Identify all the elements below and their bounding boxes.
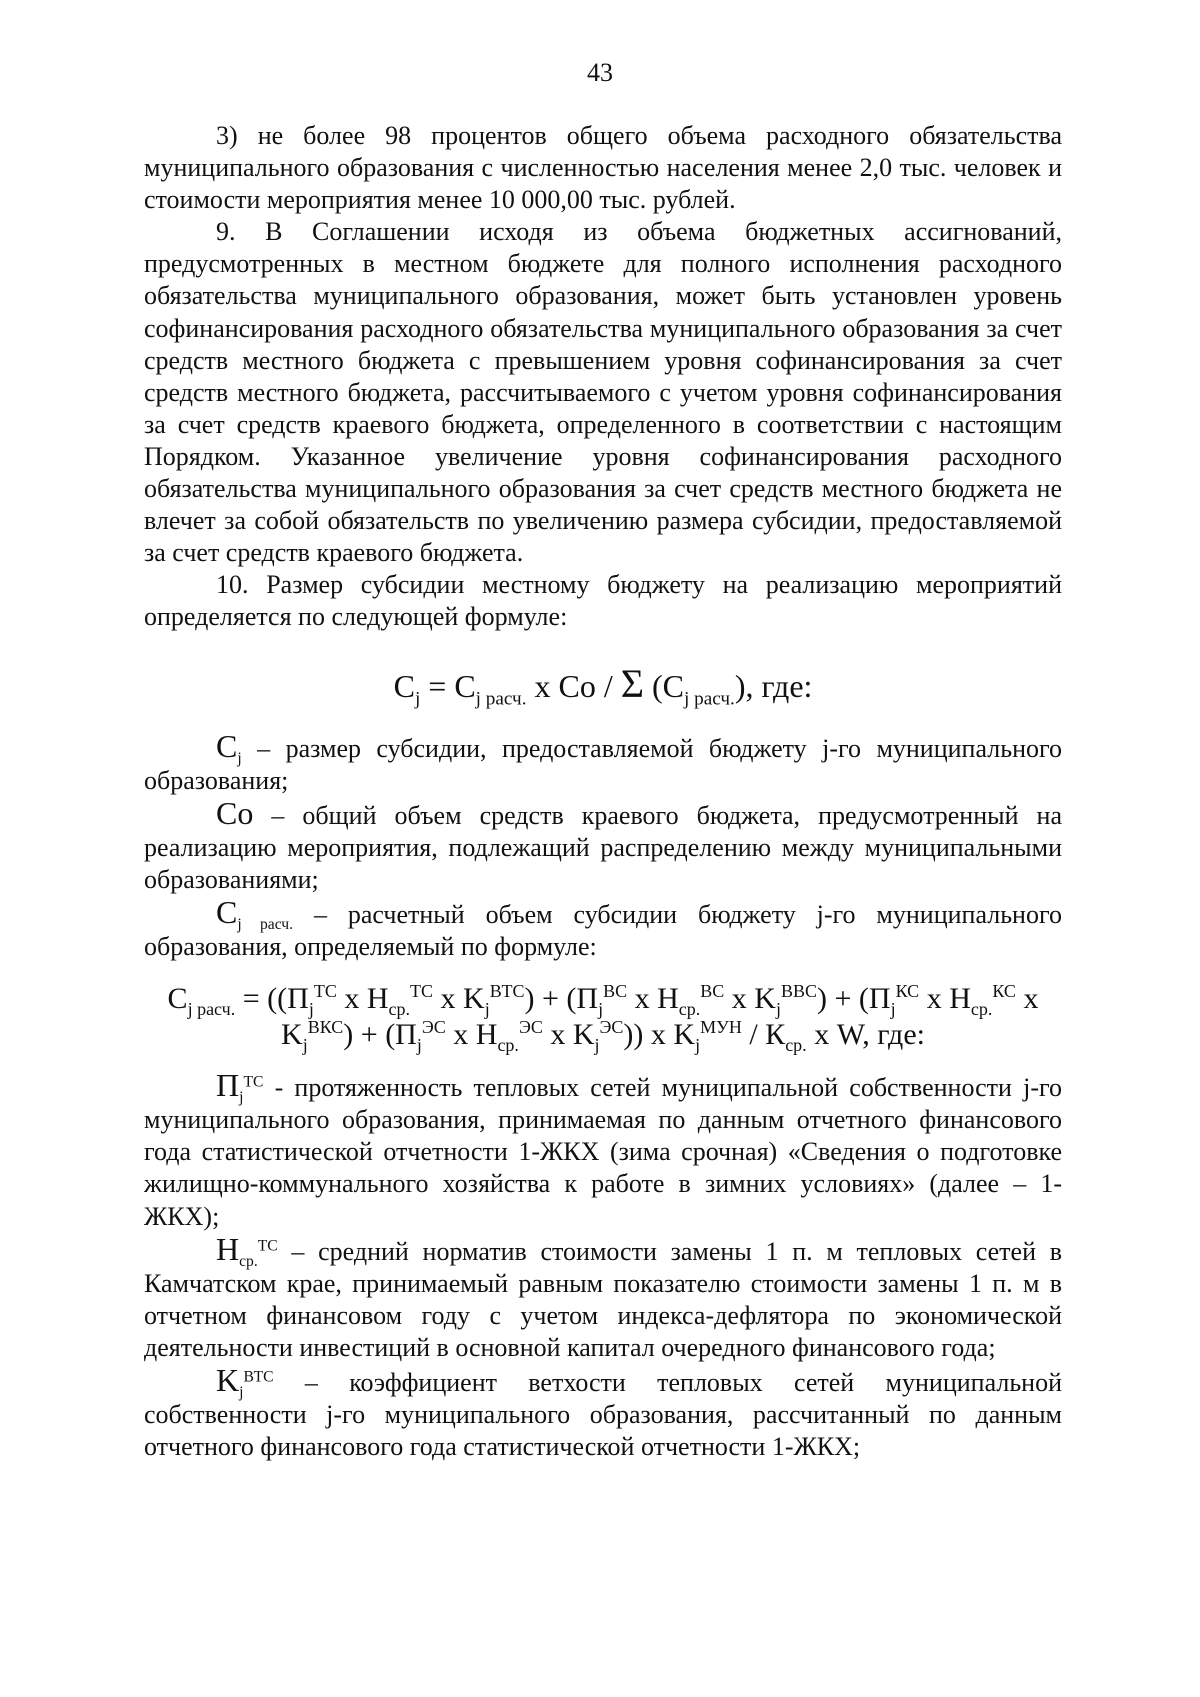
- definition-k-vtc: $K_j^{ВТС}$ – коэффициент ветхости тепловых сетей муниципальной собственности j-го муниципального образования, рассчитанный по данным отчетного финансового года статистической отчетности 1-ЖКХ;: [144, 1362, 1062, 1462]
- paragraph-item-3: 3) не более 98 процентов общего объема расходного обязательства муниципального образования с численностью населения менее 2,0 тыс. человек и стоимости мероприятия менее 10 000,00 тыс. рублей.: [144, 121, 1062, 215]
- definition-co: Со – общий объем средств краевого бюджета, предусмотренный на реализацию мероприятия, подлежащий распределению между муниципальными образованиями;: [144, 794, 1062, 894]
- formula-subsidy: $C_j = C_{j расч.}$ х Со / Σ $(C_{j расч.})$, где:: [393, 660, 813, 709]
- document-body: [144, 120, 1062, 1463]
- page-number: 43: [587, 58, 613, 87]
- definition-cj-rasch: $C_{j расч.}$ – расчетный объем субсидии бюджету j-го муниципального образования, определяемый по формуле:: [144, 893, 1062, 962]
- formula-line-1: $C_{j расч.} = ((П_j^{ТС}$ х $Н_{ср.}^{ТС}$ х $K_j^{ВТС}) + (П_j^{ВС}$ х $Н_{ср.}^{ВС}$ х $K_j^{ВВС}) + (П_j^{КС}$ х $Н_{ср.}^{КС}$ х: [167, 981, 1039, 1020]
- definition-p-tc: $П_j^{ТС}$ - протяженность тепловых сетей муниципальной собственности j-го муниципального образования, принимаемая по данным отчетного финансового года статистической отчетности 1-ЖКХ (зима срочная) «Сведения о подготовке жилищно-коммунального хозяйства к работе в зимних условиях» (далее – 1-ЖКХ);: [144, 1067, 1062, 1231]
- paragraph-10: 10. Размер субсидии местному бюджету на реализацию мероприятий определяется по следующей формуле:: [144, 570, 1062, 632]
- formula-calculated-subsidy: [144, 981, 1062, 1056]
- definition-h-tc: $Н_{ср.}^{ТС}$ – средний норматив стоимости замены 1 п. м тепловых сетей в Камчатском крае, принимаемый равным показателю стоимости замены 1 п. м в отчетном финансовом году с учетом индекса-дефлятора по экономической деятельности инвестиций в основной капитал очередного финансового года;: [144, 1230, 1062, 1362]
- definition-cj: $C_j$ – размер субсидии, предоставляемой бюджету j-го муниципального образования;: [144, 727, 1062, 795]
- paragraph-9: 9. В Соглашении исходя из объема бюджетных ассигнований, предусмотренных в местном бюджете для полного исполнения расходного обязательства муниципального образования, может быть установлен уровень софинансирования расходного обязательства муниципального образования за счет средств местного бюджета с превышением уровня софинансирования за счет средств местного бюджета, рассчитываемого с учетом уровня софинансирования за счет средств краевого бюджета, определенного в соответствии с настоящим Порядком. Указанное увеличение уровня софинансирования расходного обязательства муниципального образования за счет средств местного бюджета не влечет за собой обязательств по увеличению размера субсидии, предоставляемой за счет средств краевого бюджета.: [144, 217, 1062, 568]
- formula-line-2: $K_j^{ВКС}) + (П_j^{ЭС}$ х $Н_{ср.}^{ЭС}$ х $K_j^{ЭС}$)) х $K_j^{МУН} / К_{ср.}$ х W, где:: [281, 1017, 925, 1056]
